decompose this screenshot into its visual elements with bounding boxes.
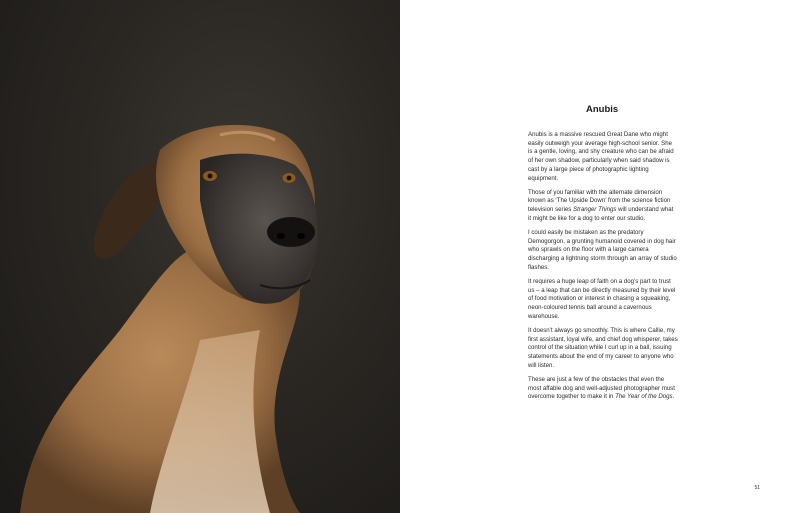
article-title: Anubis — [586, 104, 619, 115]
text-page — [400, 0, 800, 513]
paragraph: These are just a few of the obstacles that even the most affable dog and well-adjusted photographer must overcome together to make it in The Year of the Dogs. — [528, 376, 675, 401]
paragraph: It doesn’t always go smoothly. This is where Callie, my first assistant, loyal wife, and chief dog whisperer, takes control of the situation while I curl up in a ball, issuing statements about the end of my career to anyone who will listen. — [528, 327, 678, 369]
paragraph: It requires a huge leap of faith on a dog’s part to trust us – a leap that can be directly measured by their level of food motivation or interest in chasing a squeaking, neon-coloured tennis ball around a cavernous warehouse. — [528, 278, 676, 320]
paragraph: Those of you familiar with the alternate dimension known as ‘The Upside Down’ from the science fiction television series Stranger Things will understand what it might be like for a dog to enter our studio. — [528, 188, 674, 222]
page-number: 51 — [754, 485, 760, 491]
article-body — [528, 131, 678, 408]
paragraph: Anubis is a massive rescued Great Dane who might easily outweigh your average high-school senior. She is a gentle, loving, and shy creature who can be afraid of her own shadow, particularly when said shadow is cast by a large piece of photographic lighting equipment. — [528, 131, 674, 182]
paragraph: I could easily be mistaken as the predatory Demogorgon, a grunting humanoid covered in dog hair who sprawls on the floor with a large camera discharging a lightning storm through an array of studio flashes. — [528, 229, 677, 271]
